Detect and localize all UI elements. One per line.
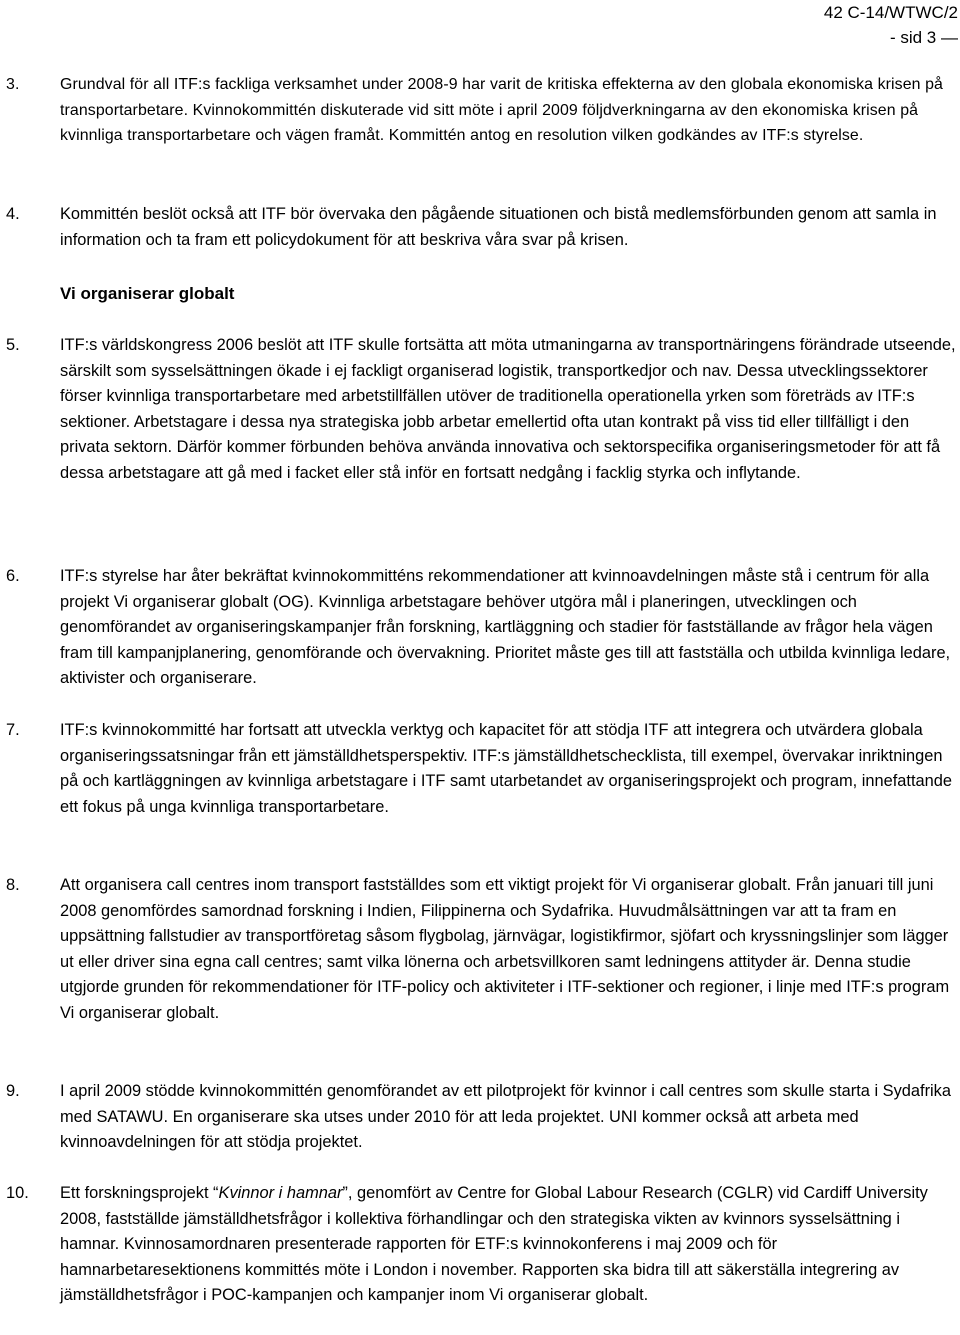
- paragraph-text: [60, 1181, 960, 1309]
- text-after-title: ”, genomfört av Centre for Global Labour Research (CGLR) vid Cardiff University 2008, fastställde jämställdhetsfrågor i kollektiva förhandlingar och den strategiska vikten av kvinnors sysselsättning i hamnar. Kvinnosamordnaren presenterade rapporten för ETF:s kvinnokonferens i maj 2009 och för hamnarbetaresektionens kommittés möte i London i november. Rapporten ska bidra till att säkerställa integrering av jämställdhetsfrågor i POC-kampanjen och kampanjer inom Vi organiserar globalt.: [60, 1184, 928, 1305]
- paragraph-text: ITF:s styrelse har åter bekräftat kvinnokommitténs rekommendationer att kvinnoavdelningen måste stå i centrum för alla projekt Vi organiserar globalt (OG). Kvinnliga arbetstagare behöver utgöra mål i planeringen, utvecklingen och genomförandet av organiseringskampanjer från forskning, kartläggning och stadier för fastställande av frågor hela vägen fram till kampanjplanering, genomförande och övervakning. Prioritet måste ges till att fastställa och utbilda kvinnliga ledare, aktivister och organiserare.: [60, 567, 951, 688]
- paragraph-number: 10.: [6, 1184, 29, 1202]
- paragraph-5: [0, 333, 960, 487]
- paragraph-text: Att organisera call centres inom transport fastställdes som ett viktigt projekt för Vi organiserar globalt. Från januari till juni 2008 genomfördes samordnad forskning i Indien, Filippinerna och Sydafrika. Huvudmålsättningen var att ta fram en uppsättning fallstudier av transportföretag såsom flygbolag, järnvägar, logistikfirmor, sjöfart och kryssningslinjer som lägger ut eller driver sina egna call centres; samt vilka lönerna och arbetsvillkoren samt ledningens attityder är. Denna studie utgjorde grunden för rekommendationer för ITF-policy och aktiviteter i ITF-sektioner och regioner, i linje med ITF:s program Vi organiserar globalt.: [60, 876, 950, 1022]
- paragraph-4: [0, 202, 960, 253]
- paragraph-8: [0, 873, 960, 1027]
- paragraph-number: 4.: [6, 205, 20, 223]
- paragraph-text: Kommittén beslöt också att ITF bör övervaka den pågående situationen och bistå medlemsförbunden genom att samla in information och ta fram ett policydokument för att beskriva våra svar på krisen.: [60, 205, 937, 249]
- document-id: 42 C-14/WTWC/2: [823, 3, 958, 22]
- page-number: - sid 3 —: [889, 28, 958, 47]
- report-title: Kvinnor i hamnar: [218, 1184, 343, 1202]
- section-heading: Vi organiserar globalt: [60, 284, 235, 303]
- text-before-title: Ett forskningsprojekt “: [60, 1184, 219, 1202]
- paragraph-number: 3.: [6, 76, 20, 93]
- paragraph-9: [0, 1079, 960, 1156]
- paragraph-text: ITF:s kvinnokommitté har fortsatt att utveckla verktyg och kapacitet för att stödja ITF att integrera och utvärdera globala organiseringssatsningar från ett jämställdhetsperspektiv. ITF:s jämställdhetschecklista, till exempel, övervakar inriktningen på och kartläggningen av kvinnliga arbetstagare i ITF samt utarbetandet av organiseringsprojekt och program, innefattande ett fokus på unga kvinnliga transportarbetare.: [60, 721, 952, 816]
- paragraph-number: 9.: [6, 1082, 20, 1100]
- paragraph-number: 6.: [6, 567, 20, 585]
- paragraph-text: ITF:s världskongress 2006 beslöt att ITF skulle fortsätta att möta utmaningarna av transportnäringens förändrade utseende, särskilt som sysselsättningen ökade i ej fackligt organiserad logistik, transportkedjor och nav. Dessa utvecklingssektorer förser kvinnliga transportarbetare med arbetstillfällen utöver de traditionella operationella yrken som företräds av ITF:s sektioner. Arbetstagare i dessa nya strategiska jobb arbetar emellertid ofta utan kontrakt på viss tid eller tillfälligt i den privata sektorn. Därför kommer förbunden behöva använda innovativa och sektorspecifika organiseringsmetoder för att få dessa arbetstagare att gå med i facket eller stå inför en fortsatt nedgång i facklig styrka och inflytande.: [60, 336, 956, 482]
- paragraph-7: [0, 718, 960, 820]
- paragraph-number: 8.: [6, 876, 20, 894]
- paragraph-number: 5.: [6, 336, 20, 354]
- paragraph-6: [0, 564, 960, 692]
- paragraph-text: I april 2009 stödde kvinnokommittén genomförandet av ett pilotprojekt för kvinnor i call centres som skulle starta i Sydafrika med SATAWU. En organiserare ska utses under 2010 för att leda projektet. UNI kommer också att arbeta med kvinnoavdelningen för att stödja projektet.: [60, 1082, 951, 1152]
- paragraph-number: 7.: [6, 721, 20, 739]
- paragraph-text: Grundval för all ITF:s fackliga verksamhet under 2008-9 har varit de kritiska effekterna av den globala ekonomiska krisen på transportarbetare. Kvinnokommittén diskuterade vid sitt möte i april 2009 följdverkningarna av den ekonomiska krisen på kvinnliga transportarbetare och vägen framåt. Kommittén antog en resolution vilken godkändes av ITF:s styrelse.: [60, 76, 943, 145]
- page-header: [824, 0, 958, 50]
- paragraph-10: [0, 1181, 960, 1309]
- paragraph-3: [0, 72, 960, 149]
